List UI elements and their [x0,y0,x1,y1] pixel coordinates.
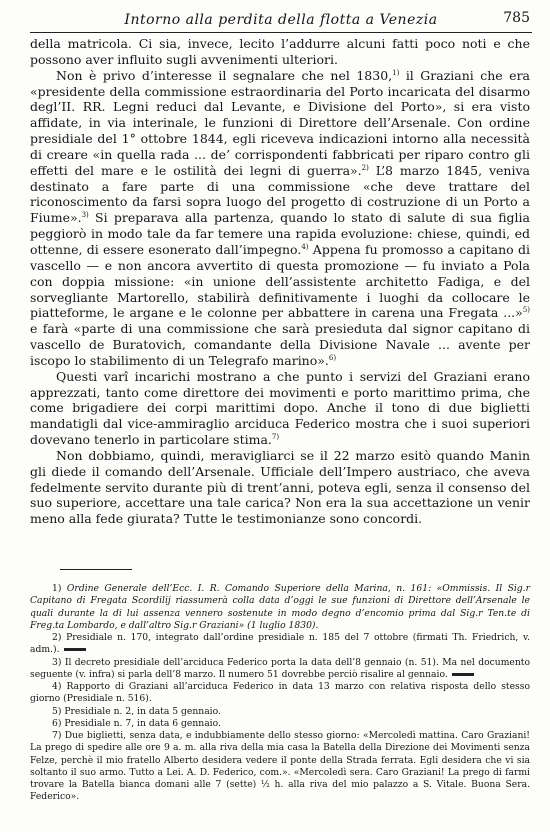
paragraph-3-text: Questi varî incarichi mostrano a che punto i servizi del Graziani erano apprezzati, tanto come direttore dei movimenti e porto marittimo prima, che come brigadiere dei corpi marittimi dopo. Anche il tono di due biglietti mandatigli dal vice-ammiraglio arciduca Federico mostra che i suoi superiori dovevano tenerlo in particolare stima. [30,368,530,448]
paragraph-2 [30,68,530,369]
paragraph-1: della matricola. Ci sia, invece, lecito l’addurre alcuni fatti poco noti e che possono aver influito sugli avvenimenti ulteriori. [30,36,530,67]
ink-mark [452,673,474,676]
main-text [30,36,530,527]
footnote-ref-6: 6) [328,353,337,362]
footnote-4: 4) Rapporto di Graziani all’arciduca Federico in data 13 marzo con relativa risposta dello stesso giorno (Presidiale n. 516). [30,681,530,705]
paragraph-2-text-c: L’8 marzo 1845, veniva destinato a fare parte di una commissione «che deve trattare del riconoscimento da farsi sopra luogo del progetto di costruzione di un Porto a Fiume». [30,162,530,226]
paragraph-4: Non dobbiamo, quindi, meravigliarci se il 22 marzo esitò quando Manin gli diede il comando dell’Arsenale. Ufficiale dell’Impero austriaco, che aveva fedelmente servito durante più di trent’anni, poteva egli, senza il consenso del suo superiore, accettare una tale carica? Non era la sua accettazione un venir meno alla fede giurata? Tutte le testimonianze sono concordi. [30,447,530,527]
footnote-ref-4: 4) [301,242,309,251]
ink-mark [64,648,86,651]
running-title: Intorno alla perdita della flotta a Venezia [124,12,438,28]
footnote-ref-5: 5) [522,306,530,315]
footnote-2 [30,632,530,657]
footnote-3-text: 3) Il decreto presidiale dell’arciduca Federico porta la data dell’8 gennaio (n. 51). Ma nel documento seguente (v. infra) si parla dell’8 marzo. Il numero 51 dovrebbe perciò risalire al gennaio. [30,656,530,680]
footnote-ref-1: 1) [392,68,400,77]
footnote-1 [30,583,530,632]
footnote-7: 7) Due biglietti, senza data, e indubbiamente dello stesso giorno: «Mercoledì mattina. Caro Graziani! La prego di spedire alle ore 9 a. m. alla riva della mia casa la Batella della Direzione dei Movimenti senza Felze, perchè il mio fratello Alberto desidera vedere il ponte della Strada ferrata. Egli desidera che vi sia soltanto il suo armo. Tutto a Lei. A. D. Federico, com.». «Mercoledì sera. Caro Graziani! La prego di farmi trovare la Batella bianca domani alle 7 (sette) ½ h. alla riva del mio palazzo a S. Vitale. Buona Sera. Federico». [30,730,530,803]
footnote-1-number: 1) [52,583,62,594]
footnote-5: 5) Presidiale n. 2, in data 5 gennaio. [52,705,221,717]
footnote-3 [30,657,530,682]
paragraph-3 [30,369,530,448]
page-header [30,8,532,33]
footnote-2-text: 2) Presidiale n. 170, integrato dall’ordine presidiale n. 185 del 7 ottobre (firmati Th. Friedrich, v. adm.). [30,632,530,656]
page-number: 785 [503,10,530,26]
footnote-divider [60,569,132,570]
paragraph-2-text-a: Non è privo d’interesse il segnalare che nel 1830, [56,67,393,83]
footnote-6: 6) Presidiale n. 7, in data 6 gennaio. [52,717,221,729]
footnote-ref-7: 7) [271,433,280,442]
paragraph-2-text-d: Si preparava alla partenza, quando lo stato di salute di sua figlia peggiorò in modo tale da far temere una rapida evoluzione: chiese, quindi, ed ottenne, di essere esonerato dall’impegno. [30,210,530,257]
paragraph-2-text-f: e farà «parte di una commissione che sarà presieduta dal signor capitano di vascello de Buratovich, comandante della Divisione Navale ... avente per iscopo lo stabilimento di un Telegrafo marino». [30,321,530,368]
footnote-ref-3: 3) [81,211,89,220]
paragraph-2-text-e: Appena fu promosso a capitano di vascello — e non ancora avvertito di questa promozione — fu inviato a Pola con doppia missione: «in unione dell’assistente architetto Fadiga, e del sorvegliante Martorello, stabilirà definitivamente i luoghi da collocare le piatteforme, le argane e le colonne per abbattere in carena una Fregata ...» [30,241,530,321]
footnote-ref-2: 2) [361,163,369,172]
footnotes [30,583,530,804]
footnote-1-text: Ordine Generale dell’Ecc. I. R. Comando Superiore della Marina, n. 161: «Ommissis. Il Sig.r Capitano di Fregata Scordilij riassumerà colla data d’oggi le sue funzioni di Direttore dell’Arsenale le quali durante la di lui assenza vennero sostenute in modo degno d’encomio prima dal Sig.r Ten.te di Freg.ta Lombardo, e dall’altro Sig.r Graziani» (1 luglio 1830). [30,583,530,631]
paragraph-2-text-b: il Graziani che era «presidente della commissione estraordinaria del Porto incaricata del disarmo degl’II. RR. Legni reduci dal Levante, e Divisione del Porto», si era visto affidate, in via interinale, le funzioni di Direttore dell’Arsenale. Con ordine presidiale del 1° ottobre 1844, egli riceveva indicazioni intorno alla necessità di creare «in quella rada ... de’ corrispondenti fabbricati per riparo contro gli effetti del mare e le ostilità dei legni di guerra». [30,67,531,178]
